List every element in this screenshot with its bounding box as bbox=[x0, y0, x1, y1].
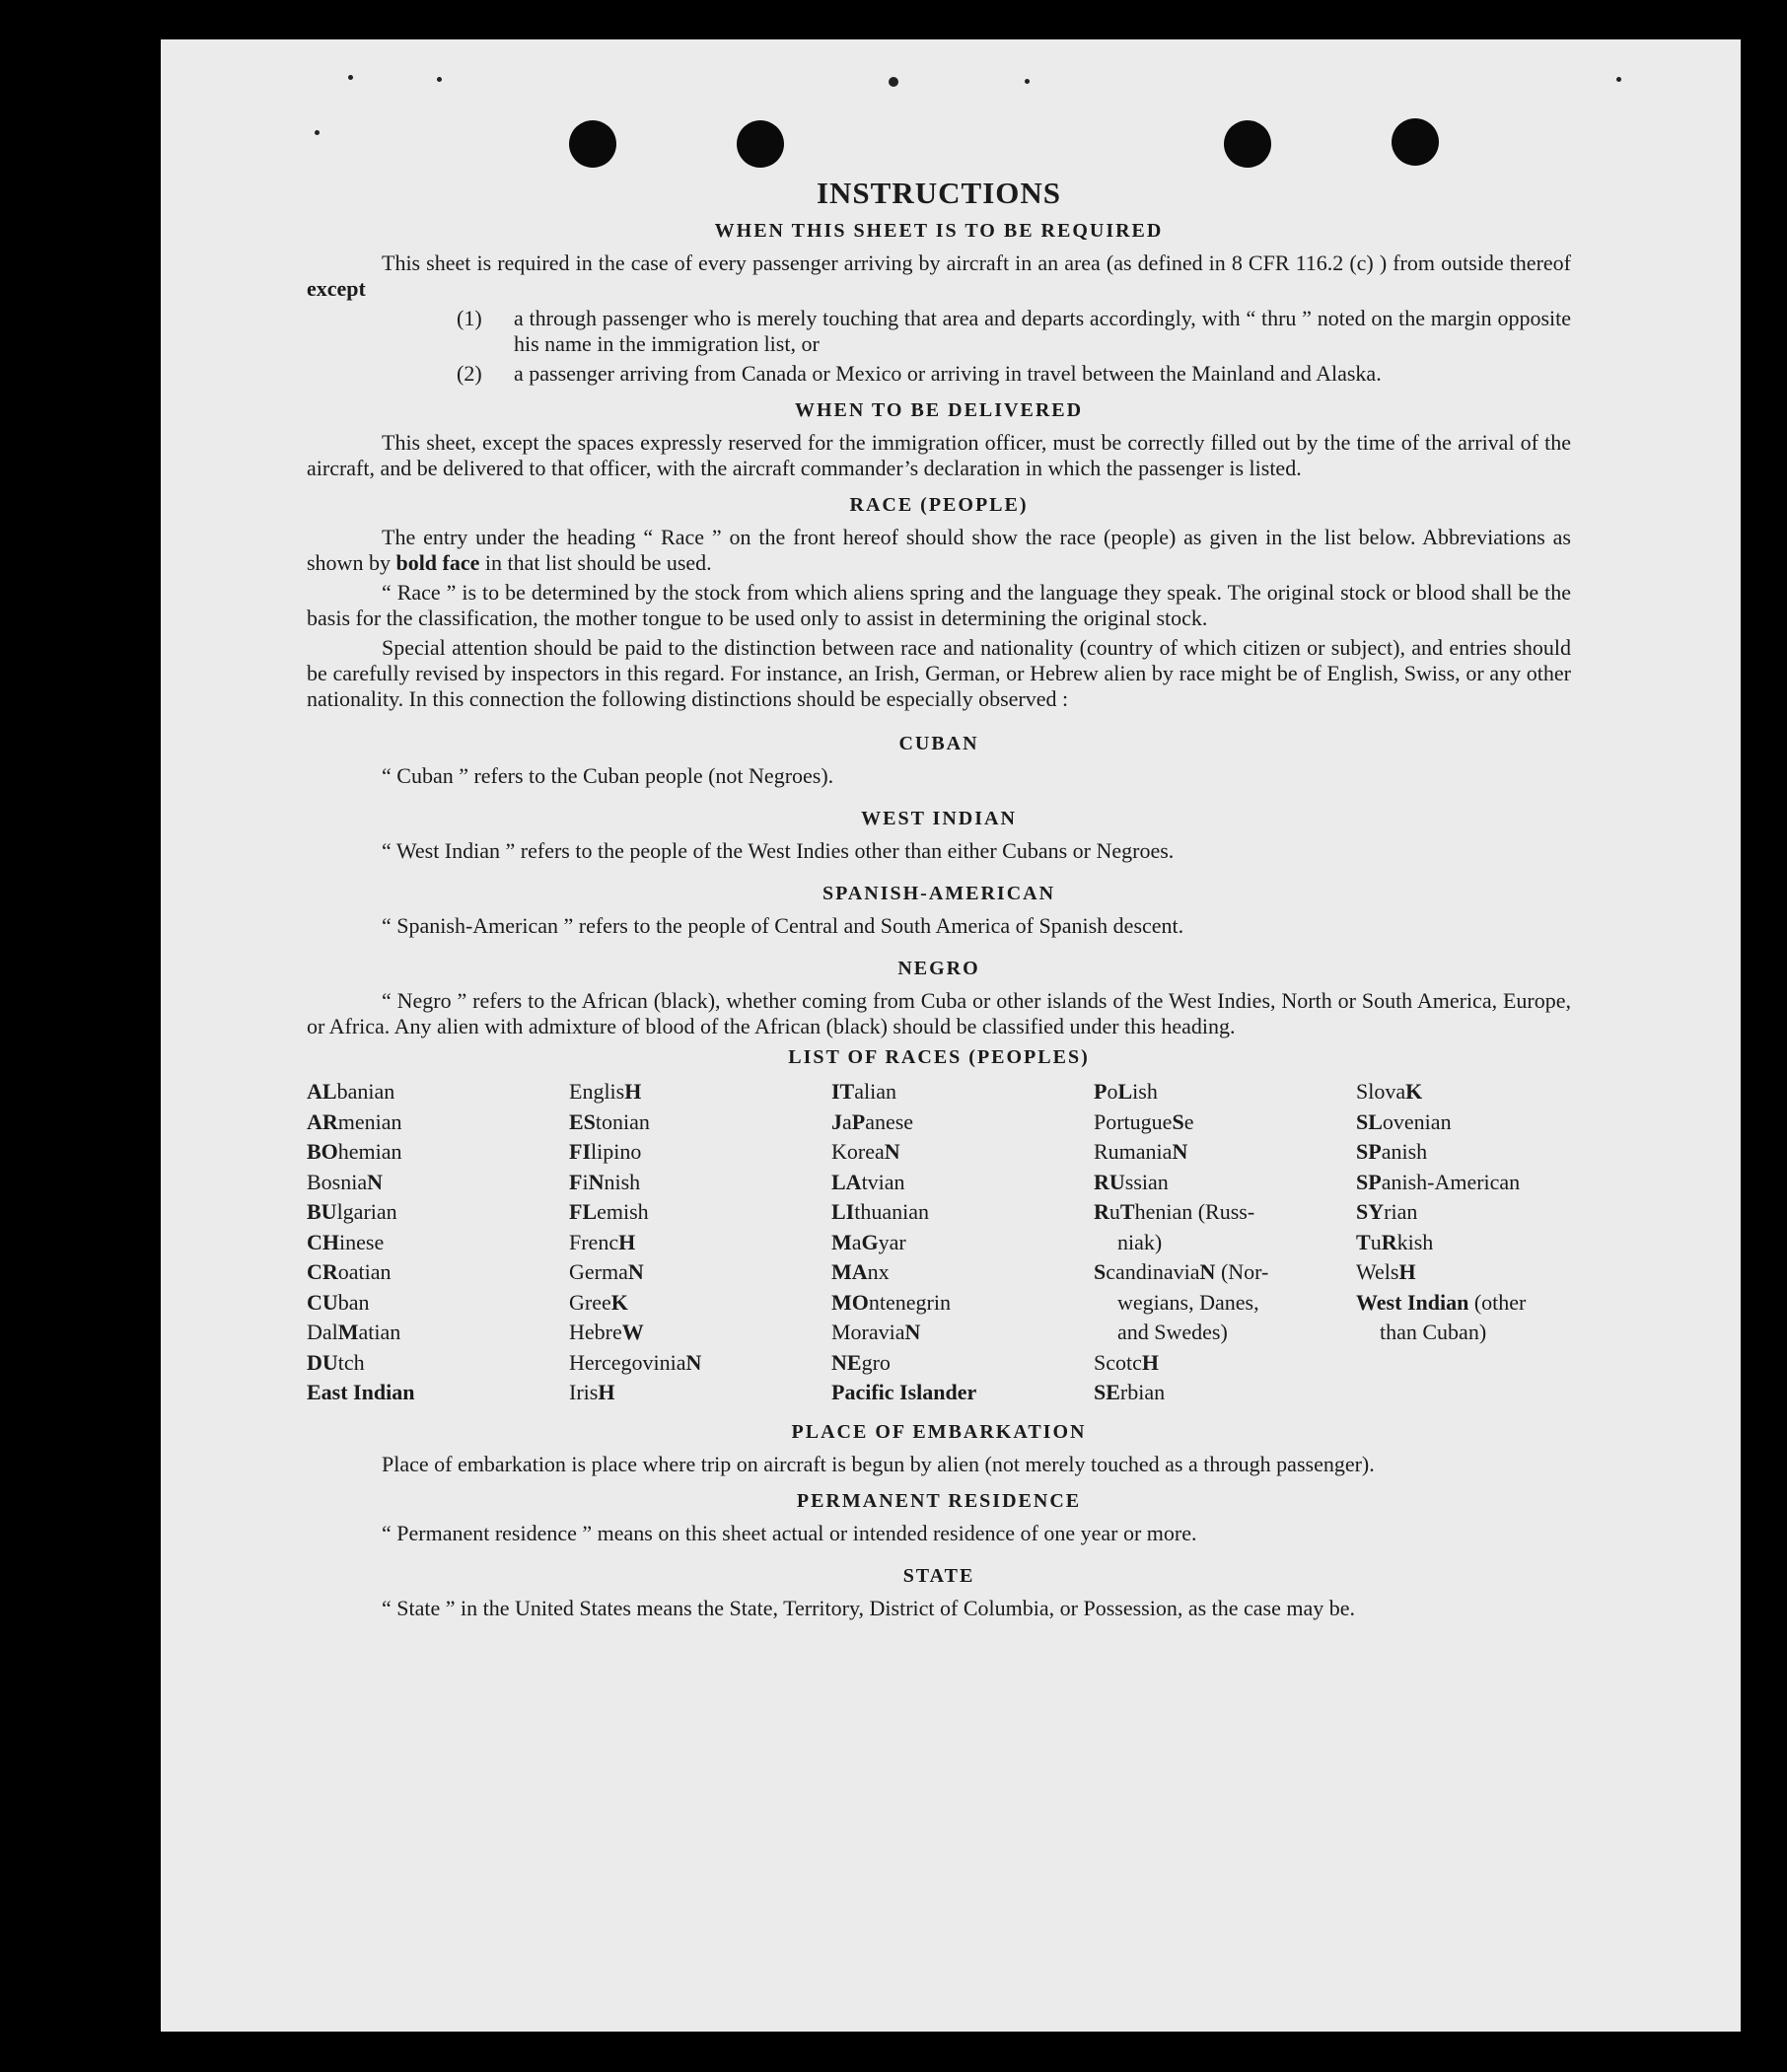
race-entry: West Indian (other bbox=[1356, 1289, 1527, 1315]
required-text bbox=[307, 250, 1571, 302]
heading-required: WHEN THIS SHEET IS TO BE REQUIRED bbox=[714, 220, 1164, 242]
heading-embarkation: PLACE OF EMBARKATION bbox=[791, 1420, 1087, 1443]
race-entry: MOntenegrin bbox=[831, 1289, 951, 1315]
race-entry: MoraviaN bbox=[831, 1320, 921, 1344]
race-entry: ALbanian bbox=[307, 1079, 395, 1104]
race-entry: Pacific Islander bbox=[831, 1380, 977, 1404]
negro-text: “ Negro ” refers to the African (black), whether coming from Cuba or other islands of the West Indies, North or South America, Europe, or Africa. Any alien with admixture of blood of the African (black) should be classified under this heading. bbox=[307, 988, 1571, 1038]
race-paragraph-2: “ Race ” is to be determined by the stock from which aliens spring and the language they speak. The original stock or blood shall be the basis for the classification, the mother tongue to be used only to assist in determining the original stock. bbox=[307, 580, 1571, 630]
heading-race: RACE (PEOPLE) bbox=[849, 494, 1029, 516]
race-entry: BUlgarian bbox=[307, 1199, 397, 1224]
races-column bbox=[569, 1077, 831, 1408]
race-entry: niak) bbox=[1117, 1229, 1163, 1254]
race-entry: SErbian bbox=[1094, 1380, 1166, 1404]
exception-2 bbox=[457, 361, 1571, 387]
race-entry: RumaniaN bbox=[1094, 1139, 1188, 1164]
exception-number: (1) bbox=[457, 306, 482, 330]
heading-negro: NEGRO bbox=[897, 958, 980, 979]
race-entry: WelsH bbox=[1356, 1259, 1416, 1284]
race-entry: IrisH bbox=[569, 1380, 615, 1404]
race-entry: SLovenian bbox=[1356, 1108, 1452, 1134]
race-p1-bold: bold face bbox=[395, 550, 480, 575]
race-entry: BosniaN bbox=[307, 1169, 384, 1194]
race-entry: CHinese bbox=[307, 1229, 385, 1254]
speck bbox=[1616, 77, 1621, 82]
exception-number: (2) bbox=[457, 361, 482, 386]
race-entry: EnglisH bbox=[569, 1079, 642, 1104]
exception-1 bbox=[457, 306, 1571, 357]
speck bbox=[889, 77, 898, 87]
spanish-american-text: “ Spanish-American ” refers to the people of Central and South America of Spanish descent. bbox=[382, 913, 1184, 938]
race-entry: RuThenian (Russ- bbox=[1094, 1199, 1255, 1224]
punch-hole bbox=[1392, 118, 1439, 166]
race-entry: SPanish-American bbox=[1356, 1169, 1521, 1194]
west-indian-text: “ West Indian ” refers to the people of the West Indies other than either Cubans or Negroes. bbox=[382, 838, 1175, 863]
race-entry: East Indian bbox=[307, 1380, 415, 1404]
required-text-body: This sheet is required in the case of every passenger arriving by aircraft in an area (as defined in 8 CFR 116.2 (c) ) from outside thereof bbox=[382, 250, 1571, 275]
races-column bbox=[831, 1077, 1094, 1408]
race-entry: GermaN bbox=[569, 1259, 644, 1284]
cuban-text: “ Cuban ” refers to the Cuban people (not Negroes). bbox=[382, 763, 834, 788]
heading-state: STATE bbox=[902, 1564, 975, 1587]
race-entry: and Swedes) bbox=[1117, 1320, 1228, 1344]
race-entry: KoreaN bbox=[831, 1139, 900, 1164]
embarkation-text: Place of embarkation is place where trip on aircraft is begun by alien (not merely touched as a through passenger). bbox=[382, 1451, 1375, 1476]
race-entry: FLemish bbox=[569, 1199, 649, 1224]
race-paragraph-1 bbox=[307, 525, 1571, 576]
races-column bbox=[1094, 1077, 1356, 1408]
race-entry: FiNnish bbox=[569, 1169, 641, 1194]
race-paragraph-3: Special attention should be paid to the distinction between race and nationality (country of which citizen or subject), and entries should be carefully revised by inspectors in this regard. For instance, an Irish, German, or Hebrew alien by race might be of English, Swiss, or any other nationality. In this connection the following distinctions should be especially observed : bbox=[307, 635, 1571, 711]
race-entry: MAnx bbox=[831, 1259, 890, 1284]
instructions-content bbox=[307, 176, 1571, 1625]
race-entry: HebreW bbox=[569, 1320, 644, 1344]
state-text: “ State ” in the United States means the State, Territory, District of Columbia, or Possession, as the case may be. bbox=[382, 1595, 1356, 1620]
race-entry: PortugueSe bbox=[1094, 1108, 1194, 1134]
heading-west-indian: WEST INDIAN bbox=[861, 808, 1017, 829]
race-entry: NEgro bbox=[831, 1349, 891, 1375]
races-column bbox=[307, 1077, 569, 1408]
delivered-text: This sheet, except the spaces expressly reserved for the immigration officer, must be correctly filled out by the time of the arrival of the aircraft, and be delivered to that officer, with the aircraft commander’s declaration in which the passenger is listed. bbox=[307, 430, 1571, 480]
race-entry: SlovaK bbox=[1356, 1079, 1423, 1104]
except-word: except bbox=[307, 276, 366, 301]
race-entry: ScotcH bbox=[1094, 1349, 1160, 1375]
races-column bbox=[1356, 1077, 1571, 1408]
heading-spanish-american: SPANISH-AMERICAN bbox=[822, 883, 1056, 904]
race-entry: CRoatian bbox=[307, 1259, 392, 1284]
race-entry: ARmenian bbox=[307, 1108, 402, 1134]
speck bbox=[315, 130, 320, 135]
heading-cuban: CUBAN bbox=[898, 733, 979, 754]
race-entry: BOhemian bbox=[307, 1139, 402, 1164]
race-p1-part-b: in that list should be used. bbox=[484, 550, 712, 575]
race-entry: MaGyar bbox=[831, 1229, 906, 1254]
speck bbox=[1025, 79, 1030, 84]
race-entry: FrencH bbox=[569, 1229, 636, 1254]
race-p1-part-a: The entry under the heading “ Race ” on the front hereof should show the race (people) as given in the list below. Abbreviations as shown by bbox=[307, 525, 1571, 575]
race-entry: FIlipino bbox=[569, 1139, 642, 1164]
race-entry: LAtvian bbox=[831, 1169, 905, 1194]
heading-residence: PERMANENT RESIDENCE bbox=[796, 1489, 1082, 1512]
race-entry: ITalian bbox=[831, 1079, 897, 1104]
speck bbox=[348, 75, 353, 80]
race-entry: CUban bbox=[307, 1289, 370, 1315]
exception-text: a passenger arriving from Canada or Mexico or arriving in travel between the Mainland and Alaska. bbox=[514, 361, 1382, 386]
race-entry: than Cuban) bbox=[1380, 1320, 1487, 1344]
heading-delivered: WHEN TO BE DELIVERED bbox=[794, 399, 1084, 421]
race-entry: TuRkish bbox=[1356, 1229, 1434, 1254]
race-entry: JaPanese bbox=[831, 1108, 914, 1134]
document-page bbox=[161, 39, 1741, 2032]
speck bbox=[437, 77, 442, 82]
residence-text: “ Permanent residence ” means on this sheet actual or intended residence of one year or more. bbox=[382, 1520, 1197, 1545]
race-entry: DUtch bbox=[307, 1349, 365, 1375]
race-entry: DalMatian bbox=[307, 1320, 401, 1344]
race-entry: GreeK bbox=[569, 1289, 628, 1315]
race-entry: RUssian bbox=[1094, 1169, 1169, 1194]
race-entry: SYrian bbox=[1356, 1199, 1418, 1224]
race-entry: SPanish bbox=[1356, 1139, 1428, 1164]
punch-hole bbox=[737, 120, 784, 168]
race-entry: LIthuanian bbox=[831, 1199, 930, 1224]
races-list bbox=[307, 1077, 1571, 1408]
punch-hole bbox=[1224, 120, 1271, 168]
exception-text: a through passenger who is merely touching that area and departs accordingly, with “ thru ” noted on the margin opposite his name in the immigration list, or bbox=[514, 306, 1571, 356]
race-entry: wegians, Danes, bbox=[1117, 1289, 1259, 1315]
race-entry: PoLish bbox=[1094, 1079, 1158, 1104]
heading-list-of-races: LIST OF RACES (PEOPLES) bbox=[788, 1046, 1090, 1068]
race-entry: HercegoviniaN bbox=[569, 1349, 702, 1375]
race-entry: ScandinaviaN (Nor- bbox=[1094, 1259, 1269, 1284]
punch-hole bbox=[569, 120, 616, 168]
race-entry: EStonian bbox=[569, 1108, 650, 1134]
page-title: INSTRUCTIONS bbox=[816, 176, 1061, 210]
